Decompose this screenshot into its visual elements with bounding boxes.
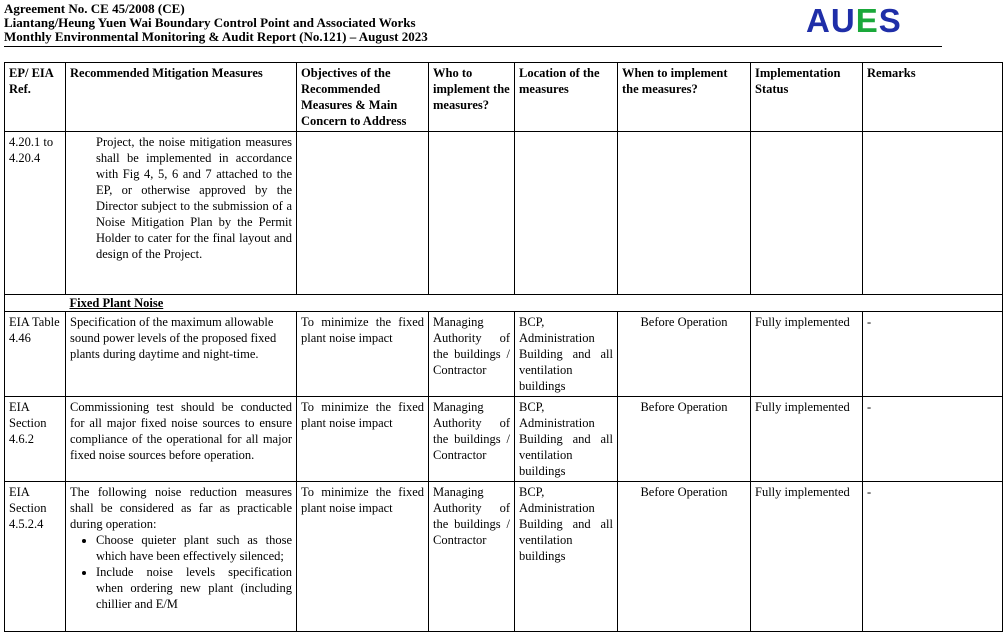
cell-who: Managing Authority of the buildings / Contractor — [429, 482, 515, 632]
cell-who: Managing Authority of the buildings / Contractor — [429, 397, 515, 482]
cell-location: BCP, Administration Building and all ventilation buildings — [515, 397, 618, 482]
list-item: • Choose quieter plant such as those which have been effectively silenced; — [96, 532, 292, 564]
cell-when: Before Operation — [618, 482, 751, 632]
cell-ref: EIA Table 4.46 — [5, 312, 66, 397]
cell-status: Fully implemented — [751, 397, 863, 482]
cell-objective: To minimize the fixed plant noise impact — [297, 482, 429, 632]
cell-empty — [863, 132, 1003, 295]
list-item: • Include noise levels specification when ordering new plant (including chillier and E/M — [96, 564, 292, 612]
cell-when: Before Operation — [618, 312, 751, 397]
section-heading-fixed-plant-noise: Fixed Plant Noise — [66, 295, 1003, 312]
cell-remarks: - — [863, 397, 1003, 482]
cell-status: Fully implemented — [751, 482, 863, 632]
col-header-location: Location of the measures — [515, 63, 618, 132]
cell-empty — [297, 132, 429, 295]
logo-letter-s: S — [878, 2, 902, 39]
col-header-when: When to implement the measures? — [618, 63, 751, 132]
col-header-who: Who to implement the measures? — [429, 63, 515, 132]
cell-measure: Specification of the maximum allowable sound power levels of the proposed fixed plants during daytime and night-time. — [66, 312, 297, 397]
cell-ref: 4.20.1 to 4.20.4 — [5, 132, 66, 295]
cell-empty — [618, 132, 751, 295]
logo-letter-e: E — [855, 2, 879, 39]
col-header-ref: EP/ EIA Ref. — [5, 63, 66, 132]
cell-remarks: - — [863, 312, 1003, 397]
cell-location: BCP, Administration Building and all ventilation buildings — [515, 482, 618, 632]
logo-letter-u: U — [830, 2, 856, 39]
table-row — [5, 132, 1003, 295]
measure-intro: The following noise reduction measures shall be considered as far as practicable during operation: — [70, 485, 292, 531]
document-header — [4, 2, 428, 44]
cell-when: Before Operation — [618, 397, 751, 482]
mitigation-measures-table — [4, 62, 1003, 632]
cell-status: Fully implemented — [751, 312, 863, 397]
cell-empty — [751, 132, 863, 295]
cell-measure: Project, the noise mitigation measures shall be implemented in accordance with Fig 4, 5, 6 and 7 attached to the EP, or otherwise approved by the Director subject to the submission of a Noise Mitigation Plan by the Permit Holder to cater for the final layout and design of the Project. — [66, 132, 297, 295]
col-header-objectives: Objectives of the Recommended Measures & Main Concern to Address — [297, 63, 429, 132]
cell-empty — [429, 132, 515, 295]
agreement-number: Agreement No. CE 45/2008 (CE) — [4, 1, 185, 16]
col-header-remarks: Remarks — [863, 63, 1003, 132]
table-header-row — [5, 63, 1003, 132]
cell-empty — [5, 295, 66, 312]
cell-location: BCP, Administration Building and all ventilation buildings — [515, 312, 618, 397]
cell-ref: EIA Section 4.6.2 — [5, 397, 66, 482]
header-divider — [4, 46, 942, 47]
cell-remarks: - — [863, 482, 1003, 632]
cell-who: Managing Authority of the buildings / Contractor — [429, 312, 515, 397]
cell-objective: To minimize the fixed plant noise impact — [297, 397, 429, 482]
col-header-measures: Recommended Mitigation Measures — [66, 63, 297, 132]
measure-bullet-list — [70, 532, 292, 612]
table-row — [5, 482, 1003, 632]
col-header-status: Implementation Status — [751, 63, 863, 132]
cell-empty — [515, 132, 618, 295]
cell-objective: To minimize the fixed plant noise impact — [297, 312, 429, 397]
cell-measure — [66, 482, 297, 632]
cell-measure: Commissioning test should be conducted for all major fixed noise sources to ensure compliance of the operational for all major fixed noise sources before operation. — [66, 397, 297, 482]
cell-ref: EIA Section 4.5.2.4 — [5, 482, 66, 632]
project-title: Liantang/Heung Yuen Wai Boundary Control Point and Associated Works — [4, 15, 416, 30]
aues-logo — [806, 2, 902, 40]
report-title: Monthly Environmental Monitoring & Audit Report (No.121) – August 2023 — [4, 29, 428, 44]
table-row — [5, 312, 1003, 397]
table-row — [5, 397, 1003, 482]
section-row — [5, 295, 1003, 312]
logo-letter-a: A — [806, 2, 831, 39]
